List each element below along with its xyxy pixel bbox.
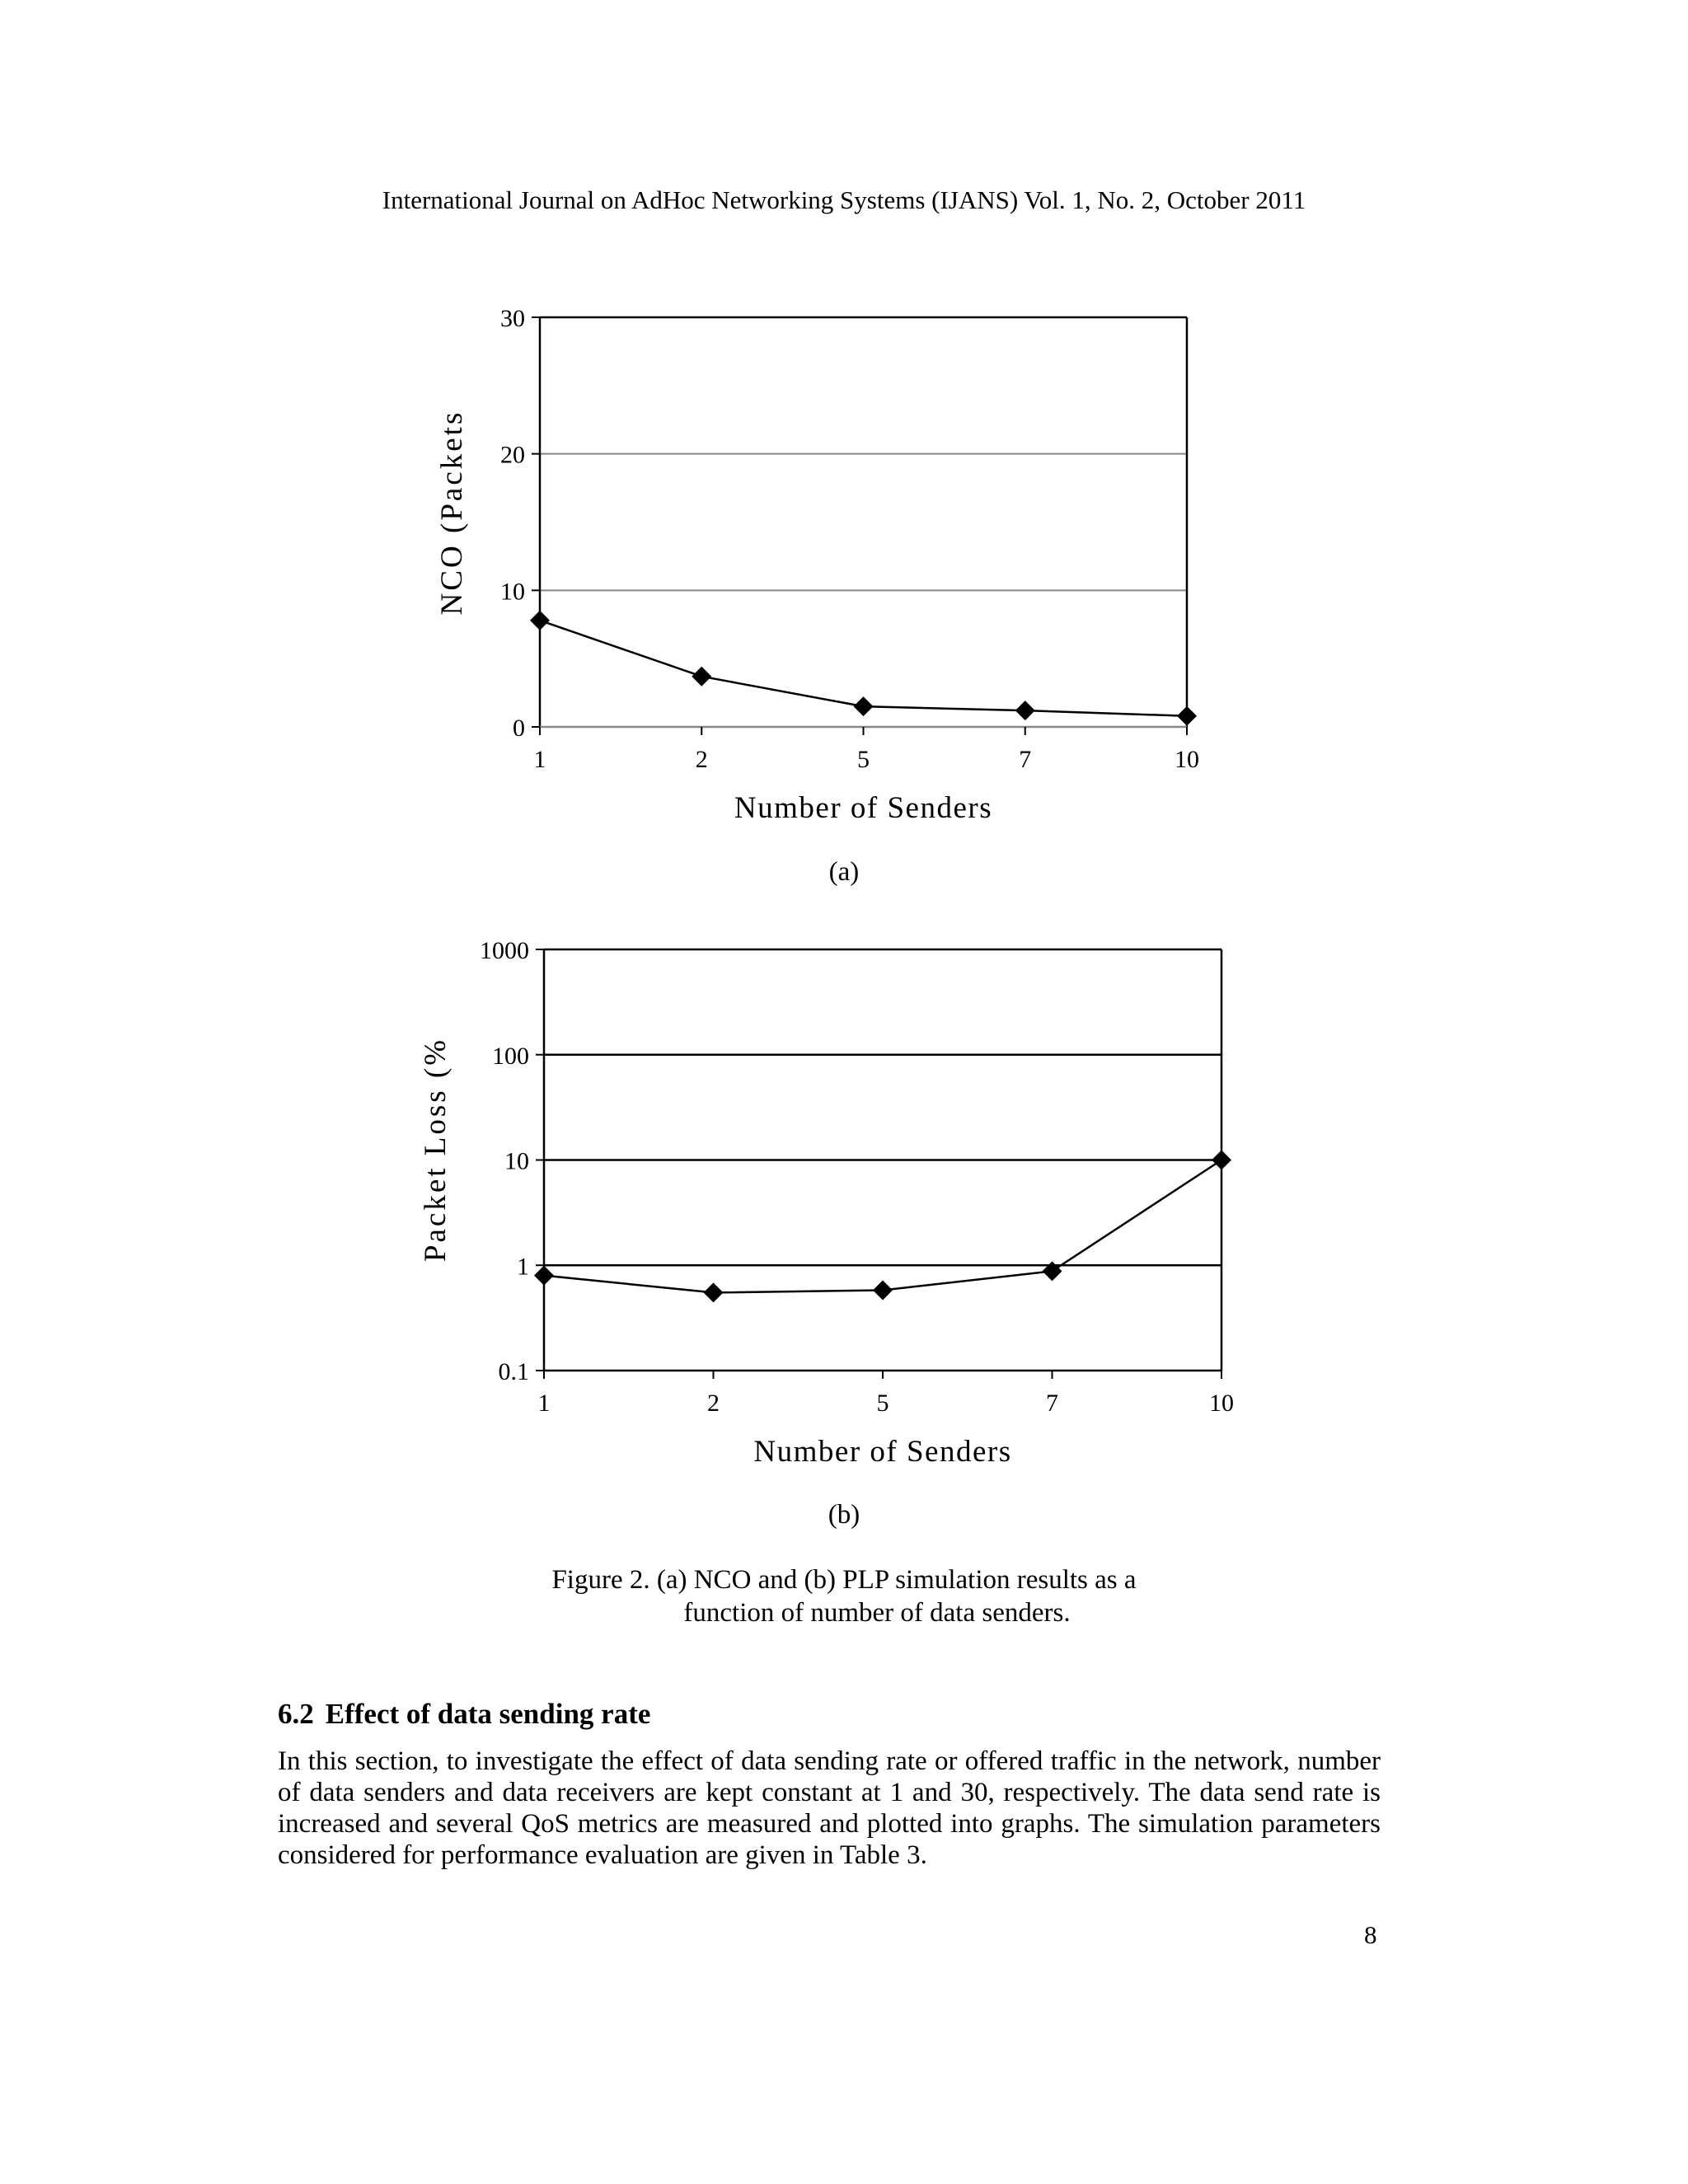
figure-caption-line2: function of number of data senders.: [683, 1598, 1071, 1628]
x-tick-label: 1: [533, 746, 546, 773]
x-tick-label: 5: [876, 1390, 889, 1417]
section-title: Effect of data sending rate: [325, 1698, 651, 1730]
section-heading: [278, 1698, 650, 1731]
y-tick-label: 20: [500, 441, 525, 469]
data-point-10: [1177, 706, 1197, 726]
x-tick-label: 7: [1046, 1390, 1058, 1417]
journal-header: International Journal on AdHoc Networking Systems (IJANS) Vol. 1, No. 2, October 2011: [382, 185, 1306, 214]
x-tick-label: 1: [537, 1390, 551, 1417]
subcaption-b: (b): [828, 1500, 860, 1530]
series-line: [544, 1160, 1221, 1293]
x-tick-label: 5: [857, 746, 870, 773]
x-tick-label: 10: [1209, 1390, 1234, 1417]
data-point-10: [1212, 1151, 1231, 1170]
subcaption-a: (a): [828, 857, 860, 887]
y-tick-label: 1: [517, 1253, 529, 1281]
data-point-2: [692, 667, 711, 687]
data-point-1: [530, 611, 550, 630]
y-axis-title: NCO (Packets: [435, 410, 469, 616]
y-tick-label: 10: [500, 578, 525, 606]
data-point-2: [704, 1282, 724, 1302]
y-tick-label: 0: [513, 715, 525, 742]
chart-packet-loss: [0, 907, 1688, 1516]
y-tick-label: 100: [492, 1042, 529, 1070]
data-point-1: [534, 1266, 554, 1286]
chart-nco: [0, 0, 1688, 907]
data-point-7: [1043, 1261, 1062, 1281]
x-tick-label: 10: [1175, 746, 1199, 773]
x-tick-label: 2: [695, 746, 708, 773]
data-point-5: [854, 696, 874, 716]
data-point-7: [1015, 701, 1035, 720]
figure-caption: [0, 1563, 1688, 1629]
y-tick-label: 1000: [480, 937, 529, 964]
section-number: 6.2: [278, 1698, 314, 1730]
data-point-5: [873, 1280, 893, 1300]
x-axis-title: Number of Senders: [753, 1435, 1012, 1469]
y-tick-label: 30: [500, 305, 525, 332]
page-number: 8: [1364, 1920, 1377, 1949]
y-axis-title: Packet Loss (%: [419, 1037, 452, 1263]
y-tick-label: 10: [504, 1147, 529, 1175]
body-paragraph: In this section, to investigate the effect of data sending rate or offered traffic in the network, number of data senders and data receivers are kept constant at 1 and 30, respectively. The data send rate is increased and several QoS metrics are measured and plotted into graphs. The simulation parameters considered for performance evaluation are given in Table 3.: [278, 1746, 1381, 1870]
x-tick-label: 7: [1019, 746, 1032, 773]
y-tick-label: 0.1: [498, 1358, 529, 1385]
figure-caption-line1: Figure 2. (a) NCO and (b) PLP simulation results as a: [551, 1565, 1137, 1595]
x-axis-title: Number of Senders: [734, 791, 993, 825]
x-tick-label: 2: [707, 1390, 720, 1417]
